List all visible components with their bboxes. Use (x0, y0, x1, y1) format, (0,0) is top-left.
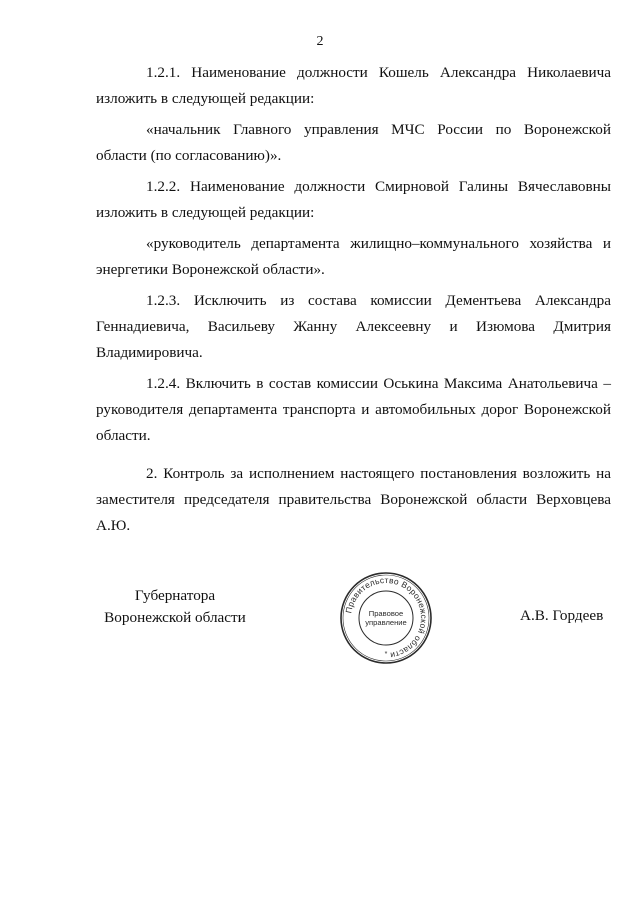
paragraph-1-2-3: 1.2.3. Исключить из состава комиссии Дементьева Александра Геннадиевича, Васильеву Жанну Алексеевну и Изюмова Дмитрия Владимировича. (96, 292, 611, 361)
signature-title-line-1: Губернатора (134, 587, 216, 604)
paragraph-1-2-2: 1.2.2. Наименование должности Смирновой Галины Вячеславовны изложить в следующей редакции: (96, 178, 611, 221)
page-number: 2 (316, 34, 324, 49)
document-body (96, 60, 611, 539)
paragraph-1-2-4: 1.2.4. Включить в состав комиссии Оськина Максима Анатольевича – руководителя департамента транспорта и автомобильных дорог Воронежской области. (96, 375, 611, 444)
paragraph-1-2-1: 1.2.1. Наименование должности Кошель Александра Николаевича изложить в следующей редакции: (96, 64, 611, 107)
stamp-ring-text: Правительство Воронежской области (343, 574, 430, 661)
signature-title (100, 585, 250, 629)
stamp-center-line-2: управление (365, 618, 407, 627)
signatory-name: А.В. Гордеев (520, 607, 604, 624)
paragraph-2: 2. Контроль за исполнением настоящего постановления возложить на заместителя председателя правительства Воронежской области Верховцева А.Ю. (96, 465, 611, 534)
official-stamp (338, 570, 434, 666)
paragraph-1-2-1-quote: «начальник Главного управления МЧС России по Воронежской области (по согласованию)». (96, 121, 611, 164)
svg-text:*: * (384, 651, 388, 658)
stamp-center-line-1: Правовое (368, 609, 404, 618)
paragraph-1-2-2-quote: «руководитель департамента жилищно–коммунального хозяйства и энергетики Воронежской области». (96, 235, 611, 278)
signature-title-line-2: Воронежской области (104, 609, 246, 626)
